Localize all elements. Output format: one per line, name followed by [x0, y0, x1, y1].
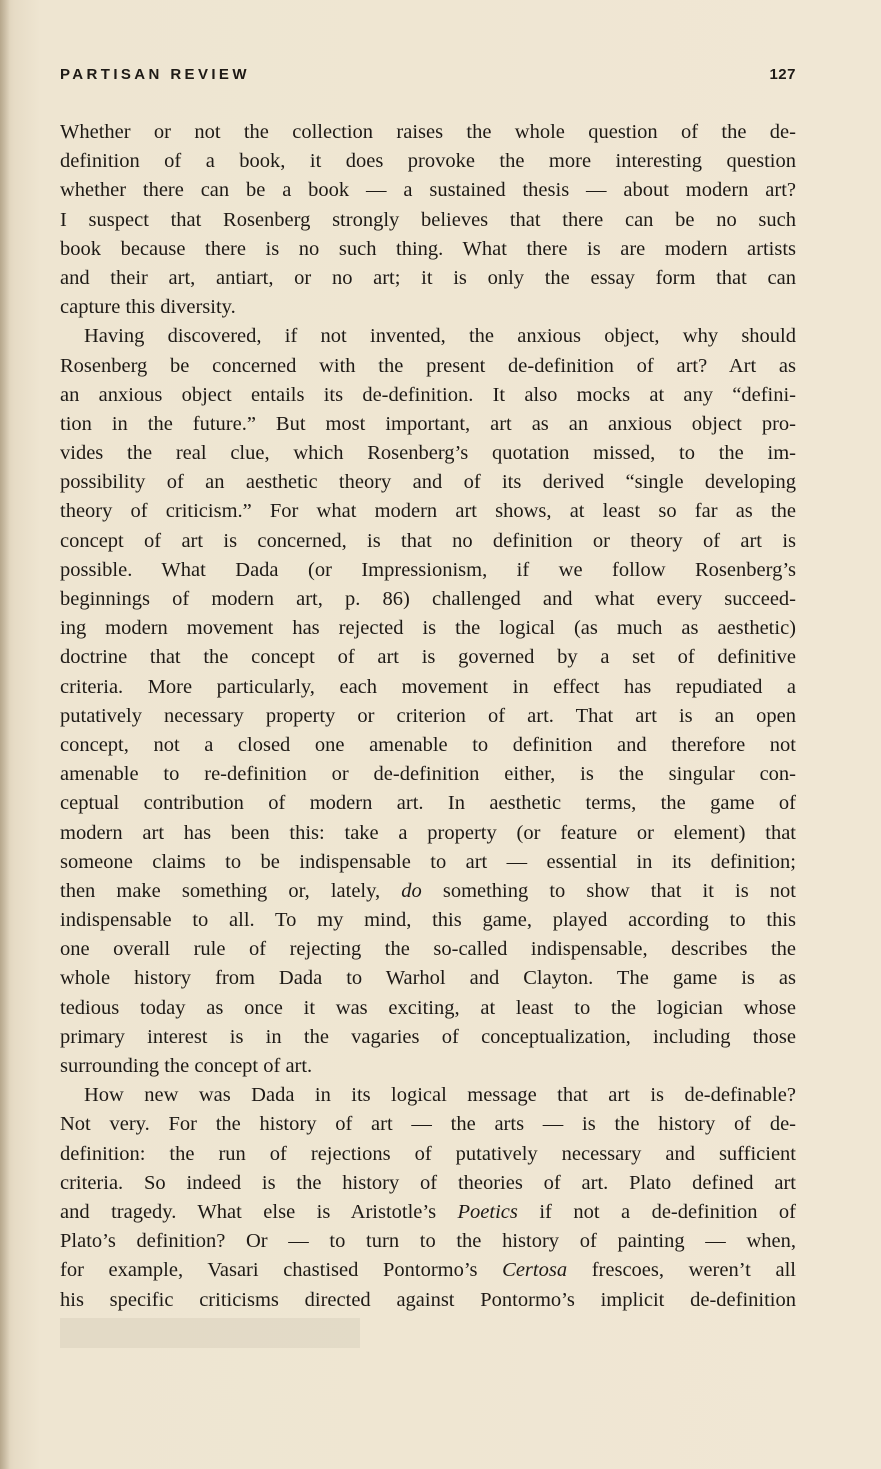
text-line: Rosenberg be concerned with the present de-definition of art? Art as [60, 354, 796, 377]
text-line: tedious today as once it was exciting, at least to the logician whose [60, 996, 796, 1019]
text-line: possibility of an aesthetic theory and of its derived “single developing [60, 471, 796, 494]
text-line: someone claims to be indispensable to art — essential in its definition; [60, 850, 796, 873]
text-line: and their art, antiart, or no art; it is only the essay form that can [60, 266, 796, 289]
text-line: criteria. So indeed is the history of theories of art. Plato defined art [60, 1171, 796, 1194]
text-line: vides the real clue, which Rosenberg’s quotation missed, to the im- [60, 442, 796, 465]
text-line: and tragedy. What else is Aristotle’s Poetics if not a de-definition of [60, 1200, 796, 1223]
text-line: possible. What Dada (or Impressionism, if we follow Rosenberg’s [60, 558, 796, 581]
text-line: one overall rule of rejecting the so-called indispensable, describes the [60, 938, 796, 961]
text-line: modern art has been this: take a property (or feature or element) that [60, 821, 796, 844]
running-title: PARTISAN REVIEW [60, 66, 250, 83]
paragraph-2 [60, 322, 796, 1081]
text-line: ing modern movement has rejected is the logical (as much as aesthetic) [60, 617, 796, 640]
text-line: doctrine that the concept of art is governed by a set of definitive [60, 646, 796, 669]
text-line: Whether or not the collection raises the whole question of the de- [60, 121, 796, 143]
text-line: concept of art is concerned, is that no definition or theory of art is [60, 529, 796, 552]
text-line: for example, Vasari chastised Pontormo’s Certosa frescoes, weren’t all [60, 1259, 796, 1282]
text-line: Plato’s definition? Or — to turn to the history of painting — when, [60, 1230, 796, 1253]
text-line: Not very. For the history of art — the arts — is the history of de- [60, 1113, 796, 1136]
text-line: theory of criticism.” For what modern art shows, at least so far as the [60, 500, 796, 523]
text-line: putatively necessary property or criterion of art. That art is an open [60, 704, 796, 727]
text-line: then make something or, lately, do something to show that it is not [60, 879, 796, 902]
text-line: whether there can be a book — a sustained thesis — about modern art? [60, 179, 796, 202]
text-line: Having discovered, if not invented, the anxious object, why should [84, 325, 796, 348]
text-line: How new was Dada in its logical message that art is de-definable? [84, 1084, 796, 1107]
text-line: definition of a book, it does provoke the more interesting question [60, 150, 796, 173]
text-line: ceptual contribution of modern art. In aesthetic terms, the game of [60, 792, 796, 815]
text-line: definition: the run of rejections of putatively necessary and sufficient [60, 1142, 796, 1165]
text-line: amenable to re-definition or de-definition either, is the singular con- [60, 763, 796, 786]
text-line: concept, not a closed one amenable to definition and therefore not [60, 733, 796, 756]
text-line: I suspect that Rosenberg strongly believes that there can be no such [60, 208, 796, 231]
text-line: an anxious object entails its de-definition. It also mocks at any “defini- [60, 383, 796, 406]
page-number: 127 [769, 66, 796, 83]
body-text [60, 118, 796, 1315]
show-through-ghost [60, 1318, 360, 1348]
paragraph-3 [60, 1081, 796, 1315]
text-line: surrounding the concept of art. [60, 1055, 313, 1077]
text-line: capture this diversity. [60, 296, 236, 319]
text-line: book because there is no such thing. What there is are modern artists [60, 237, 796, 260]
running-header [60, 66, 796, 88]
gutter-shadow [0, 0, 10, 1469]
text-line: indispensable to all. To my mind, this game, played according to this [60, 909, 796, 932]
text-line: criteria. More particularly, each movement in effect has repudiated a [60, 675, 796, 698]
text-line: whole history from Dada to Warhol and Clayton. The game is as [60, 967, 796, 990]
text-line: his specific criticisms directed against Pontormo’s implicit de-definition [60, 1288, 796, 1311]
text-line: beginnings of modern art, p. 86) challenged and what every succeed- [60, 588, 796, 610]
text-line: primary interest is in the vagaries of conceptualization, including those [60, 1025, 796, 1048]
paragraph-1 [60, 118, 796, 322]
text-line: tion in the future.” But most important, art as an anxious object pro- [60, 412, 796, 435]
